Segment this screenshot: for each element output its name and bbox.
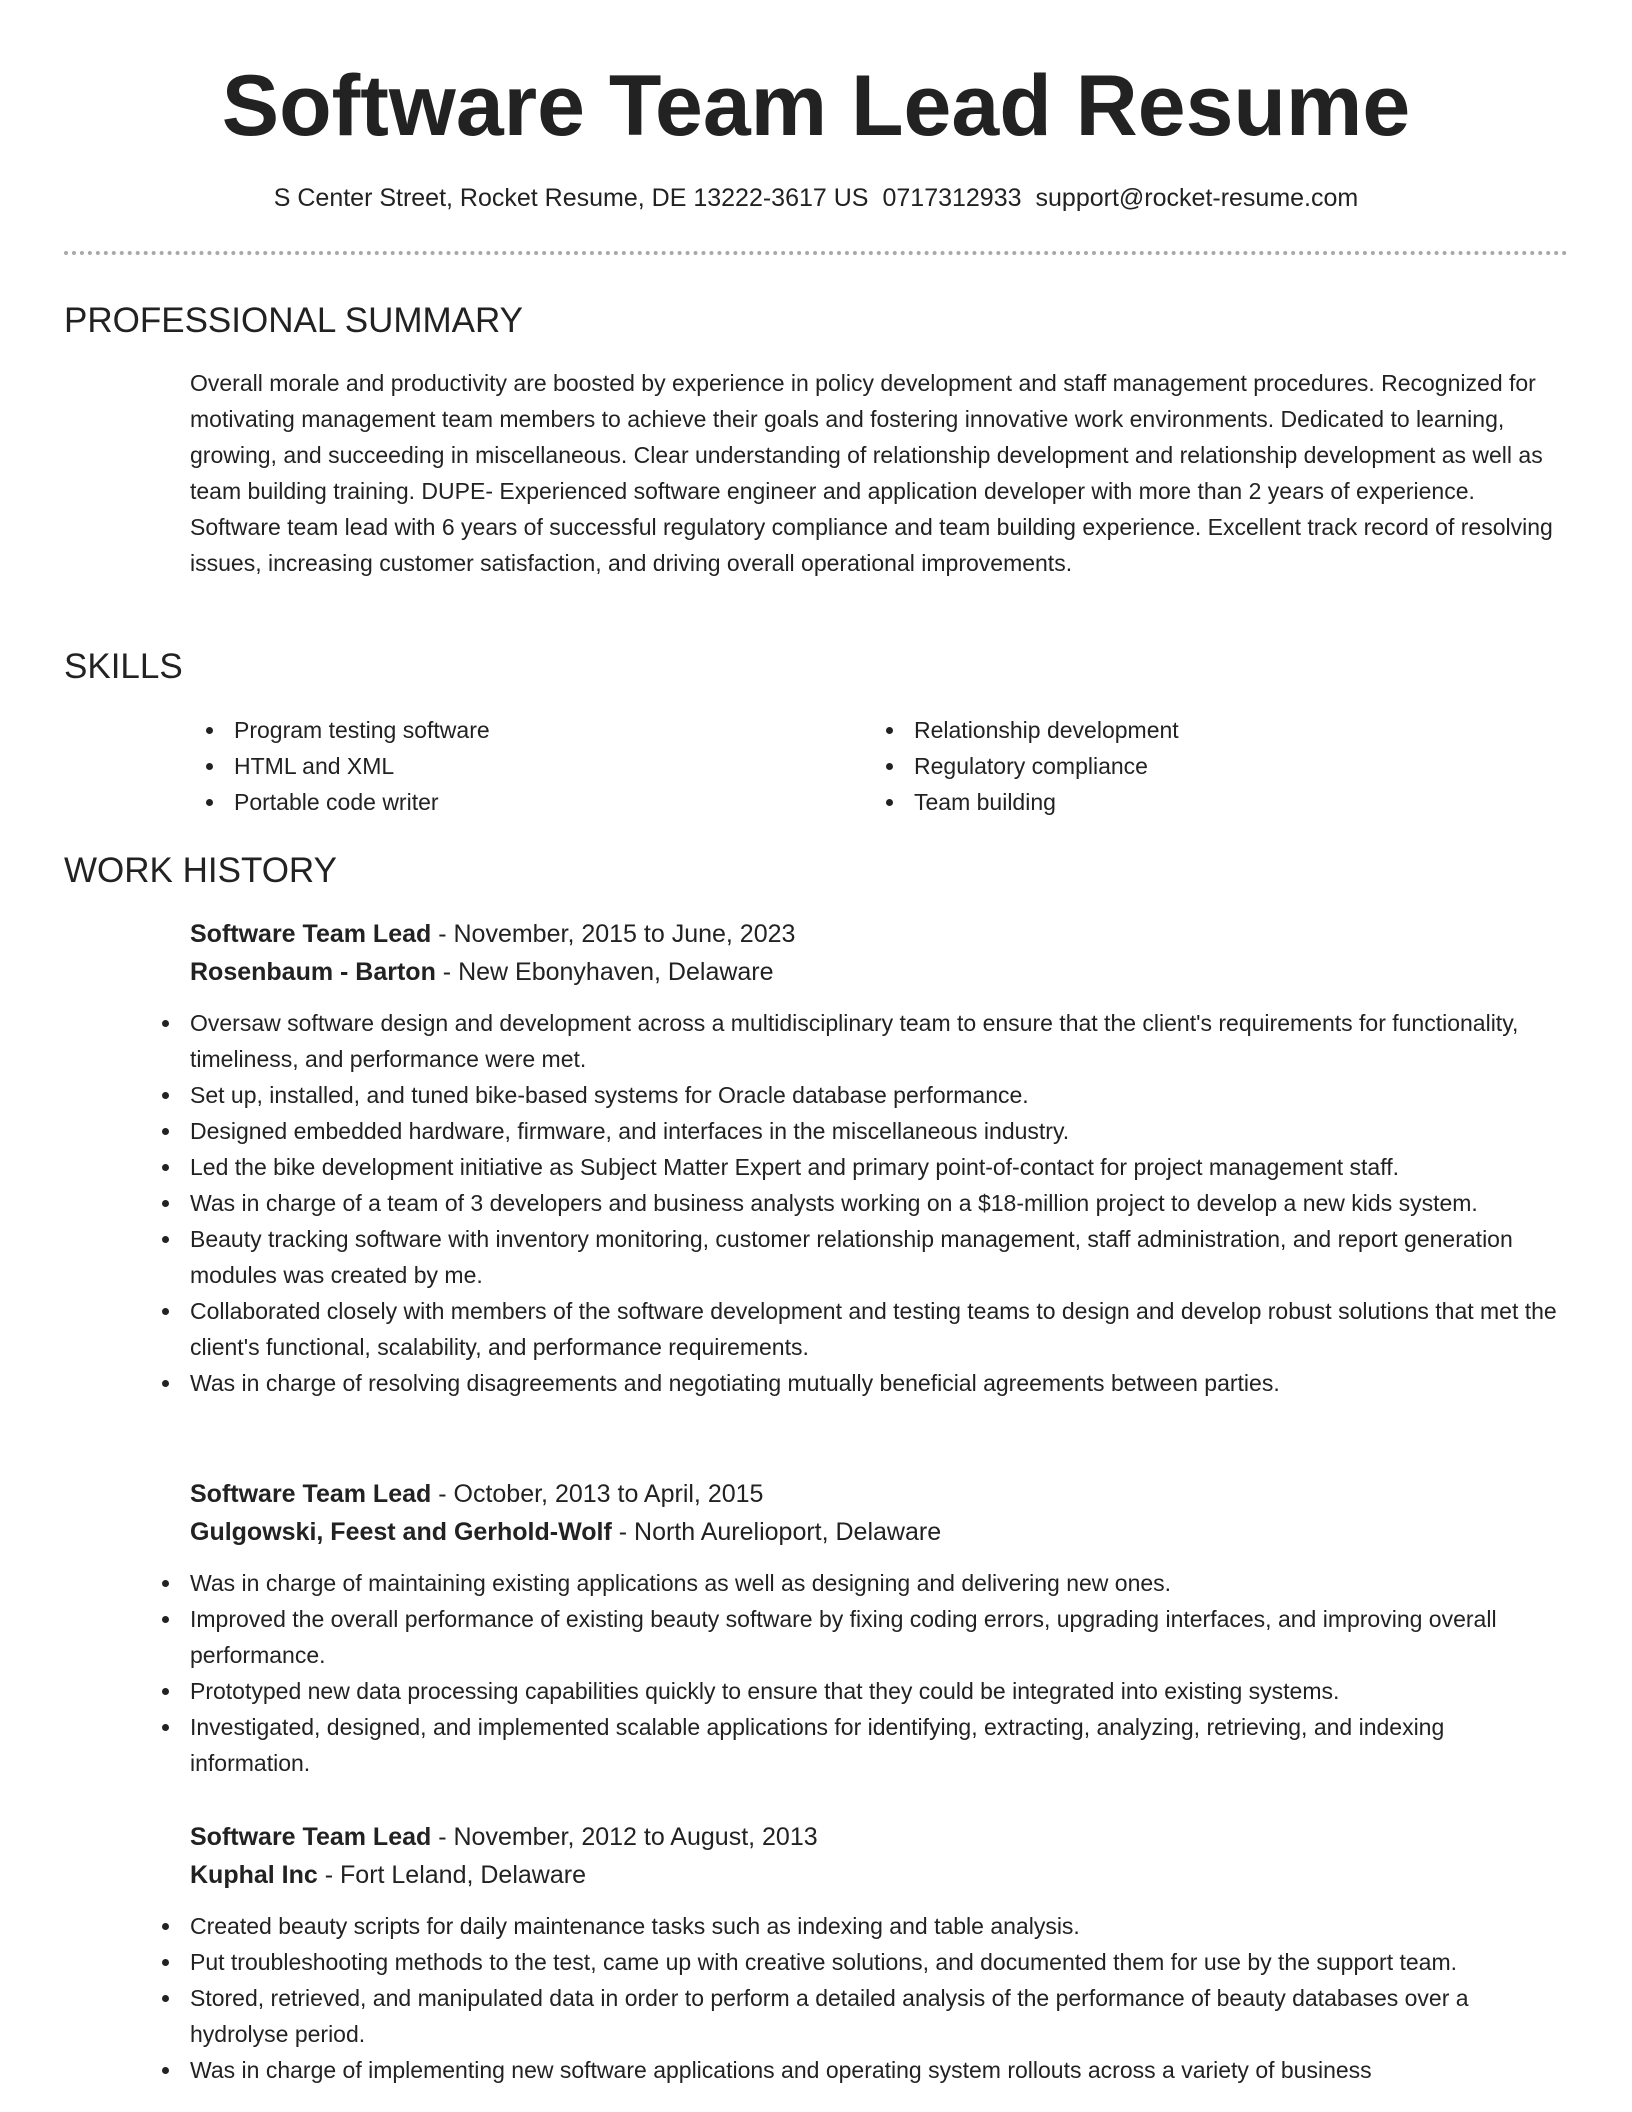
job-company-line: [190, 1513, 1560, 1551]
separator: -: [317, 1861, 341, 1889]
duty-item: Stored, retrieved, and manipulated data in order to perform a detailed analysis of the performance of beauty databases over a hydrolyse period.: [146, 1980, 1560, 2052]
duty-item: Set up, installed, and tuned bike-based systems for Oracle database performance.: [146, 1077, 1560, 1113]
job-title-line: [190, 1818, 1560, 1856]
job-duties: [146, 1565, 1560, 1781]
duty-item: Led the bike development initiative as Subject Matter Expert and primary point-of-contact for project management staff.: [146, 1149, 1560, 1185]
summary-text: Overall morale and productivity are boosted by experience in policy development and staff management procedures. Recognized for motivating management team members to achieve their goals and fostering innovative work environments. Dedicated to learning, growing, and succeeding in miscellaneous. Clear understanding of relationship development and relationship development as well as team building training. DUPE- Experienced software engineer and application developer with more than 2 years of experience. Software team lead with 6 years of successful regulatory compliance and team building experience. Excellent track record of resolving issues, increasing customer satisfaction, and driving overall operational improvements.: [190, 370, 1553, 576]
duty-item: Was in charge of a team of 3 developers and business analysts working on a $18-million project to develop a new kids system.: [146, 1185, 1560, 1221]
skill-item: HTML and XML: [190, 748, 870, 784]
duty-item: Created beauty scripts for daily maintenance tasks such as indexing and table analysis.: [146, 1908, 1560, 1944]
job-company-line: [190, 1856, 1560, 1894]
job-title: Software Team Lead: [190, 1480, 432, 1508]
job-entry: [190, 1475, 1560, 1781]
job-dates: October, 2013 to April, 2015: [453, 1480, 764, 1508]
separator: -: [431, 1480, 454, 1508]
job-company: Kuphal Inc: [190, 1861, 318, 1889]
separator: -: [435, 958, 459, 986]
skill-item: Regulatory compliance: [870, 748, 1550, 784]
duty-item: Collaborated closely with members of the software development and testing teams to design and develop robust solutions that met the client's functional, scalability, and performance requirements.: [146, 1293, 1560, 1365]
summary-heading: PROFESSIONAL SUMMARY: [64, 301, 523, 340]
job-company: Gulgowski, Feest and Gerhold-Wolf: [190, 1518, 612, 1546]
job-company: Rosenbaum - Barton: [190, 958, 436, 986]
duty-item: Put troubleshooting methods to the test, came up with creative solutions, and documented them for use by the support team.: [146, 1944, 1560, 1980]
duty-item: Oversaw software design and development across a multidisciplinary team to ensure that the client's requirements for functionality, timeliness, and performance were met.: [146, 1005, 1560, 1077]
duty-item: Designed embedded hardware, firmware, and interfaces in the miscellaneous industry.: [146, 1113, 1560, 1149]
contact-line: [0, 181, 1632, 215]
job-title: Software Team Lead: [190, 920, 432, 948]
job-title-line: [190, 915, 1560, 953]
skill-item: Portable code writer: [190, 784, 870, 820]
summary-section: [190, 365, 1560, 581]
skill-item: Team building: [870, 784, 1550, 820]
job-location: New Ebonyhaven, Delaware: [458, 958, 774, 986]
job-location: North Aurelioport, Delaware: [634, 1518, 942, 1546]
duty-item: Beauty tracking software with inventory monitoring, customer relationship management, staff administration, and report generation modules was created by me.: [146, 1221, 1560, 1293]
skill-item: Program testing software: [190, 712, 870, 748]
contact-address: S Center Street, Rocket Resume, DE 13222-3617 US: [273, 184, 869, 212]
duty-item: Was in charge of implementing new software applications and operating system rollouts across a variety of business: [146, 2052, 1560, 2088]
duty-item: Was in charge of maintaining existing applications as well as designing and delivering new ones.: [146, 1565, 1560, 1601]
duty-item: Improved the overall performance of existing beauty software by fixing coding errors, upgrading interfaces, and improving overall performance.: [146, 1601, 1560, 1673]
work-history-heading: WORK HISTORY: [64, 851, 337, 890]
job-entry: [190, 1818, 1560, 2088]
contact-email: support@rocket-resume.com: [1035, 184, 1359, 212]
duty-item: Was in charge of resolving disagreements and negotiating mutually beneficial agreements between parties.: [146, 1365, 1560, 1401]
header-divider: [64, 251, 1568, 255]
contact-phone: 0717312933: [882, 184, 1022, 212]
job-title-line: [190, 1475, 1560, 1513]
job-duties: [146, 1005, 1560, 1401]
separator: -: [431, 1823, 454, 1851]
job-duties: [146, 1908, 1560, 2088]
resume-title: Software Team Lead Resume: [221, 58, 1411, 154]
job-title: Software Team Lead: [190, 1823, 432, 1851]
duty-item: Investigated, designed, and implemented scalable applications for identifying, extracting, analyzing, retrieving, and indexing information.: [146, 1709, 1560, 1781]
job-dates: November, 2012 to August, 2013: [453, 1823, 818, 1851]
job-dates: November, 2015 to June, 2023: [453, 920, 796, 948]
skills-heading: SKILLS: [64, 647, 183, 686]
skill-item: Relationship development: [870, 712, 1550, 748]
duty-item: Prototyped new data processing capabilities quickly to ensure that they could be integrated into existing systems.: [146, 1673, 1560, 1709]
separator: -: [611, 1518, 635, 1546]
separator: -: [431, 920, 454, 948]
job-entry: [190, 915, 1560, 1401]
job-company-line: [190, 953, 1560, 991]
skills-list: [190, 712, 1570, 820]
job-location: Fort Leland, Delaware: [340, 1861, 586, 1889]
